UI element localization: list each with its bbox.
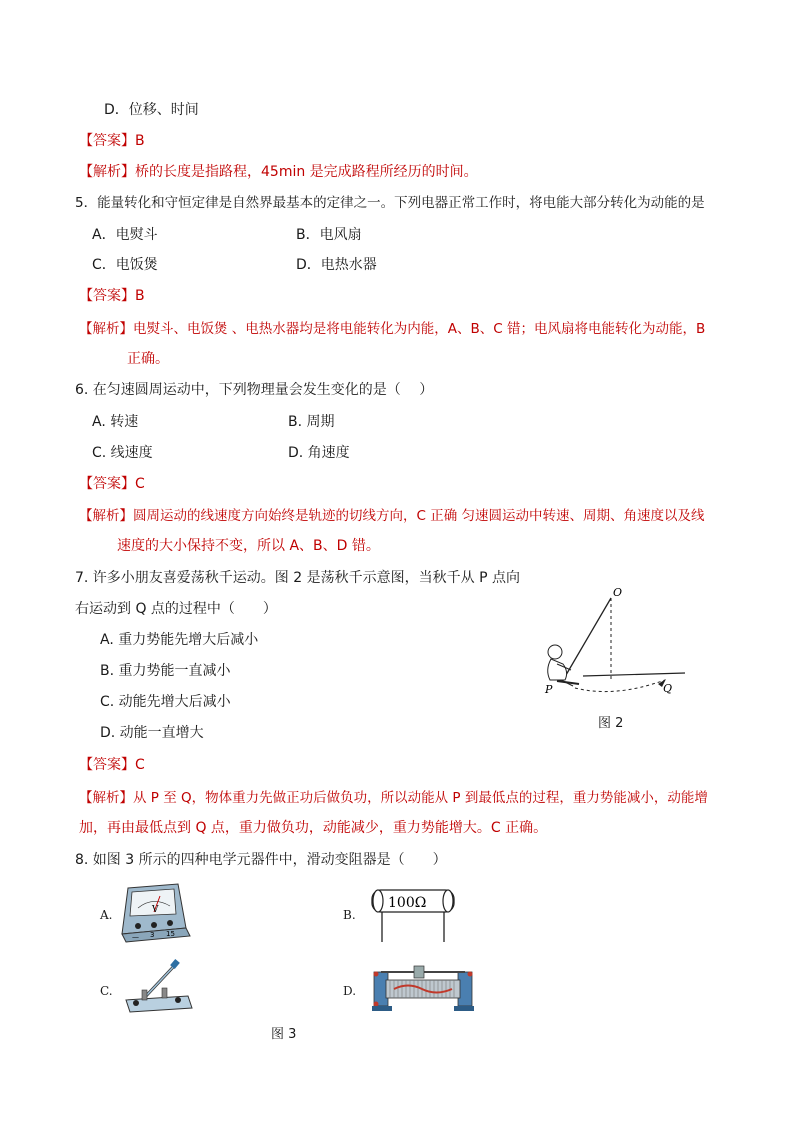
answer-tag: 【答案】 [79,288,135,304]
q6-option-a: A. 转速 [92,414,139,430]
q6-answer [79,474,145,494]
answer-tag: 【答案】 [79,476,135,492]
q7-option-a: A. 重力势能先增大后减小 [100,632,259,648]
resistor-label: 100Ω [388,895,427,911]
q4-answer [79,131,145,151]
figure-3-caption: 图 3 [271,1027,297,1042]
analysis-tag: 【解析】 [79,164,135,180]
label-p: P [545,683,553,696]
analysis-tag: 【解析】 [79,508,133,524]
swing-figure [535,580,695,710]
q4-option-d: D．位移、时间 [104,102,199,118]
q6-analysis [79,506,705,526]
q5-stem: 5．能量转化和守恒定律是自然界最基本的定律之一。下列电器正常工作时，将电能大部分转化为动能的是 [75,195,705,211]
answer-value: B [135,133,145,149]
analysis-text: 电熨斗、电饭煲 、电热水器均是将电能转化为内能，A、B、C 错；电风扇将电能转化为动能，B [133,321,706,337]
label-o: O [613,586,623,599]
q6-option-c: C. 线速度 [92,445,153,461]
q7-option-c: C. 动能先增大后减小 [100,694,231,710]
analysis-text: 桥的长度是指路程，45min 是完成路程所经历的时间。 [135,164,478,180]
answer-value: B [135,288,145,304]
q8-option-c-label: C. [100,984,113,998]
q8-option-b-label: B. [343,908,356,922]
q7-stem-continued: 右运动到 Q 点的过程中（ ） [75,601,277,617]
q6-stem: 6. 在匀速圆周运动中，下列物理量会发生变化的是（ ） [75,382,434,398]
q5-option-b: B．电风扇 [296,227,362,243]
rheostat-image [368,962,478,1014]
answer-value: C [135,476,145,492]
q5-answer [79,286,145,306]
q5-option-a: A．电熨斗 [92,227,158,243]
analysis-tag: 【解析】 [79,321,133,337]
q5-option-c: C．电饭煲 [92,257,158,273]
q7-analysis-continued: 加，再由最低点到 Q 点，重力做负功，动能减少，重力势能增大。C 正确。 [79,820,548,836]
knife-switch-image [122,958,197,1018]
answer-tag: 【答案】 [79,757,135,773]
analysis-tag: 【解析】 [79,790,133,806]
terminal-15: 15 [166,930,175,938]
q7-stem: 7. 许多小朋友喜爱荡秋千运动。图 2 是荡秋千示意图，当秋千从 P 点向 [75,570,520,586]
terminal-minus: — [132,933,139,941]
q8-option-d-label: D. [343,984,357,998]
q7-option-d: D. 动能一直增大 [100,725,204,741]
figure-2-caption: 图 2 [598,716,624,731]
q6-option-b: B. 周期 [288,414,335,430]
fixed-resistor-image [368,884,458,946]
q6-analysis-continued: 速度的大小保持不变，所以 A、B、D 错。 [117,538,380,554]
terminal-3: 3 [150,931,155,939]
analysis-text: 圆周运动的线速度方向始终是轨迹的切线方向，C 正确 匀速圆运动中转速、周期、角速度以及线 [133,508,705,524]
analysis-text: 从 P 至 Q，物体重力先做正功后做负功，所以动能从 P 到最低点的过程，重力势能减小，动能增 [133,790,708,806]
q7-answer [79,755,145,775]
q6-option-d: D. 角速度 [288,445,350,461]
voltmeter-letter: V [152,905,159,915]
label-q: Q [663,682,673,695]
q8-stem: 8. 如图 3 所示的四种电学元器件中，滑动变阻器是（ ） [75,852,447,868]
answer-tag: 【答案】 [79,133,135,149]
q5-analysis-continued: 正确。 [127,351,169,367]
q5-option-d: D．电热水器 [296,257,377,273]
q7-option-b: B. 重力势能一直减小 [100,663,231,679]
q4-analysis [79,162,478,182]
answer-value: C [135,757,145,773]
voltmeter-image [118,878,193,948]
q5-analysis [79,319,705,339]
q7-analysis [79,788,708,808]
q8-option-a-label: A. [100,908,113,922]
